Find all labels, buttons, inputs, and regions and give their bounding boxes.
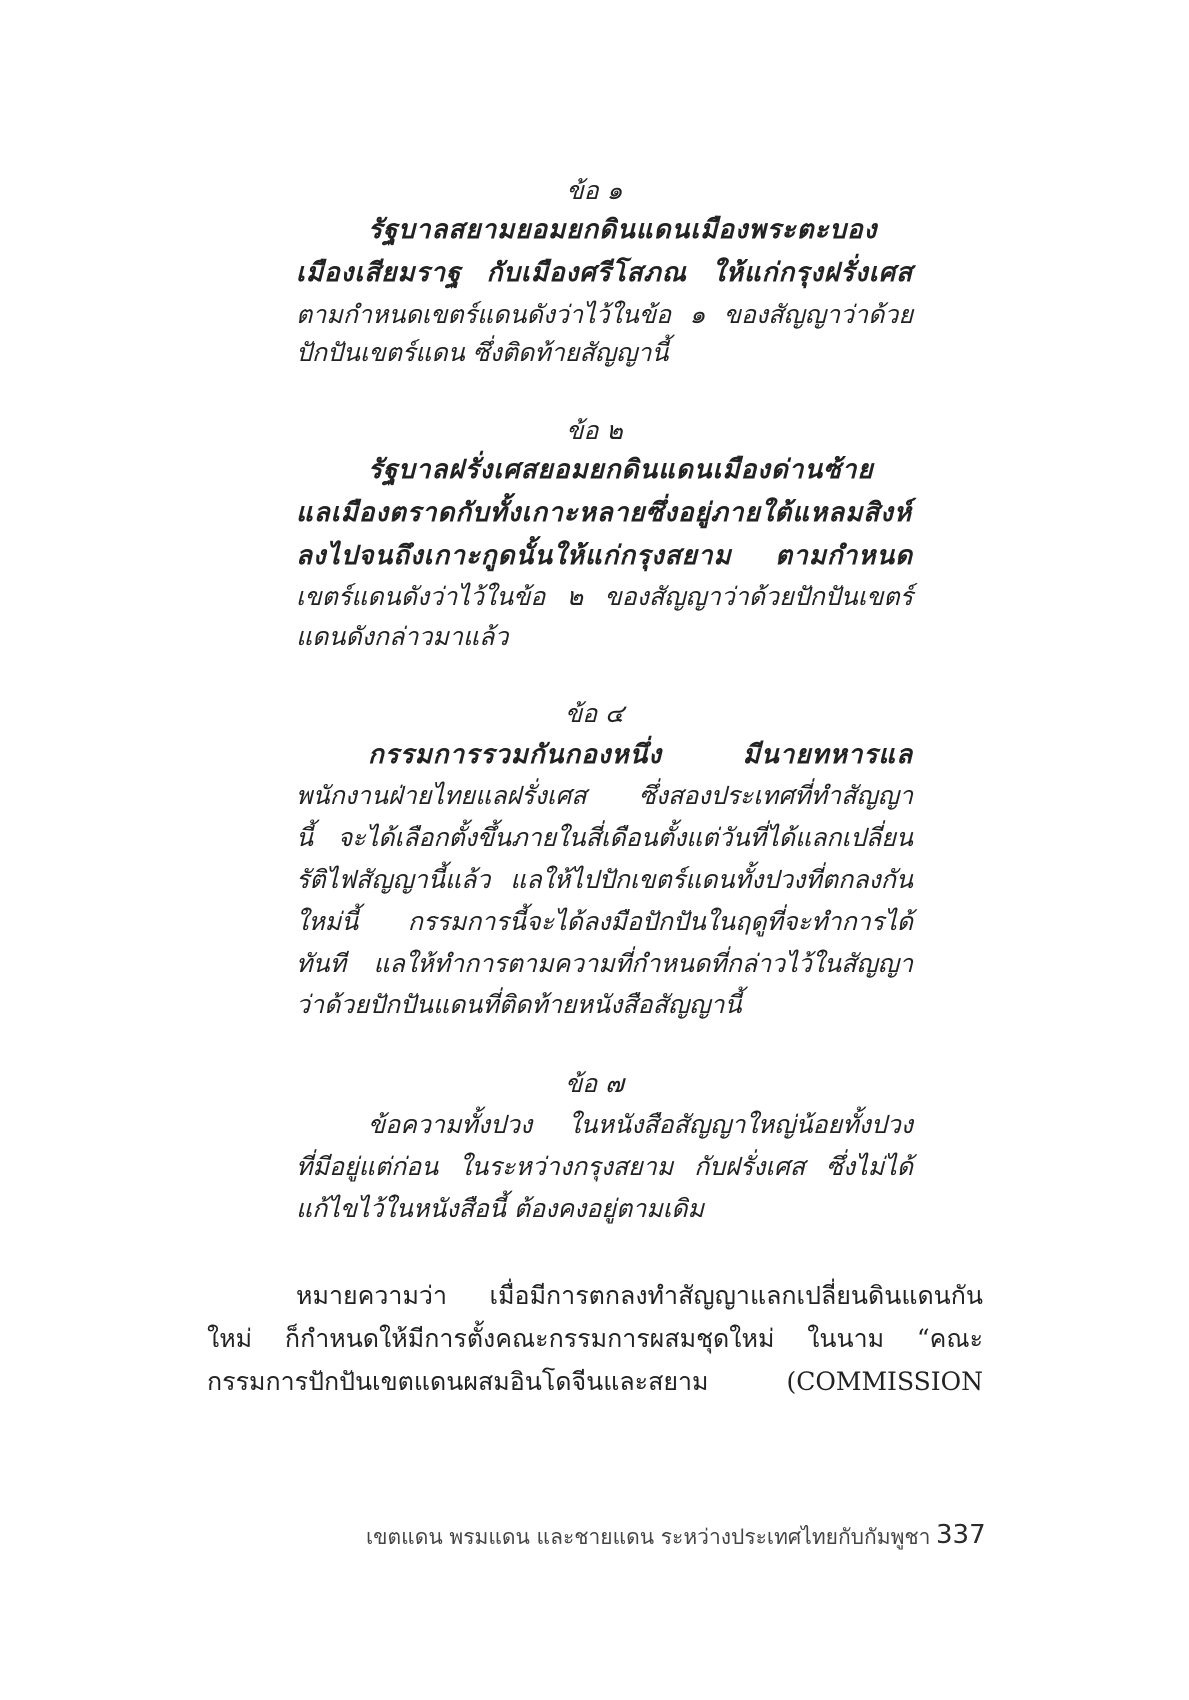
- clause-1-line-4: ปักปันเขตร์แดน ซึ่งติดท้ายสัญญานี้: [296, 338, 669, 367]
- clause-4-line-6: ทันที แลให้ทำการตามความที่กำหนดที่กล่าวไว้ในสัญญา: [296, 949, 913, 978]
- clause-2-line-1: รัฐบาลฝรั่งเศสยอมยกดินแดนเมืองด่านซ้าย: [368, 455, 874, 485]
- clause-2-line-2: แลเมืองตราดกับทั้งเกาะหลายซึ่งอยู่ภายใต้แหลมสิงห์: [296, 498, 912, 528]
- clause-7-heading: ข้อ ๗: [565, 1069, 624, 1098]
- body-line-2: ใหม่ ก็กำหนดให้มีการตั้งคณะกรรมการผสมชุดใหม่ ในนาม “คณะ: [207, 1324, 983, 1353]
- clause-4-heading: ข้อ ๔: [565, 699, 624, 728]
- clause-2-heading: ข้อ ๒: [566, 416, 623, 445]
- clause-2-line-5: แดนดังกล่าวมาแล้ว: [296, 622, 509, 651]
- clause-4-line-4: รัติไฟสัญญานี้แล้ว แลให้ไปปักเขตร์แดนทั้งปวงที่ตกลงกัน: [296, 865, 913, 894]
- clause-2-line-3: ลงไปจนถึงเกาะกูดนั้นให้แก่กรุงสยาม ตามกำหนด: [296, 541, 913, 571]
- clause-7-line-1: ข้อความทั้งปวง ในหนังสือสัญญาใหญ่น้อยทั้งปวง: [368, 1110, 913, 1139]
- clause-4-line-2: พนักงานฝ่ายไทยแลฝรั่งเศส ซึ่งสองประเทศที่ทำสัญญา: [296, 781, 913, 810]
- running-title: เขตแดน พรมแดน และชายแดน ระหว่างประเทศไทยกับกัมพูชา: [366, 1525, 931, 1549]
- clause-4-line-3: นี้ จะได้เลือกตั้งขึ้นภายในสี่เดือนตั้งแต่วันที่ได้แลกเปลี่ยน: [296, 823, 913, 852]
- clause-1-heading: ข้อ ๑: [566, 176, 623, 205]
- clause-2-line-4: เขตร์แดนดังว่าไว้ในข้อ ๒ ของสัญญาว่าด้วยปักปันเขตร์: [296, 582, 913, 611]
- body-line-3: กรรมการปักปันเขตแดนผสมอินโดจีนและสยาม (COMMISSION: [207, 1367, 983, 1396]
- clause-1-line-3: ตามกำหนดเขตร์แดนดังว่าไว้ในข้อ ๑ ของสัญญาว่าด้วย: [296, 300, 913, 329]
- clause-7-line-2: ที่มีอยู่แต่ก่อน ในระหว่างกรุงสยาม กับฝรั่งเศส ซึ่งไม่ได้: [296, 1152, 913, 1181]
- page-number: 337: [936, 1520, 986, 1550]
- clause-4-line-7: ว่าด้วยปักปันแดนที่ติดท้ายหนังสือสัญญานี้: [296, 990, 742, 1019]
- clause-1-line-2: เมืองเสียมราฐ กับเมืองศรีโสภณ ให้แก่กรุงฝรั่งเศส: [296, 258, 913, 288]
- clause-4-line-1: กรรมการรวมกันกองหนึ่ง มีนายทหารแล: [368, 740, 913, 770]
- clause-4-line-5: ใหม่นี้ กรรมการนี้จะได้ลงมือปักปันในฤดูที่จะทำการได้: [296, 907, 913, 936]
- clause-7-line-3: แก้ไขไว้ในหนังสือนี้ ต้องคงอยู่ตามเดิม: [296, 1194, 704, 1223]
- clause-1-line-1: รัฐบาลสยามยอมยกดินแดนเมืองพระตะบอง: [368, 215, 878, 245]
- body-line-1: หมายความว่า เมื่อมีการตกลงทำสัญญาแลกเปลี่ยนดินแดนกัน: [296, 1281, 983, 1310]
